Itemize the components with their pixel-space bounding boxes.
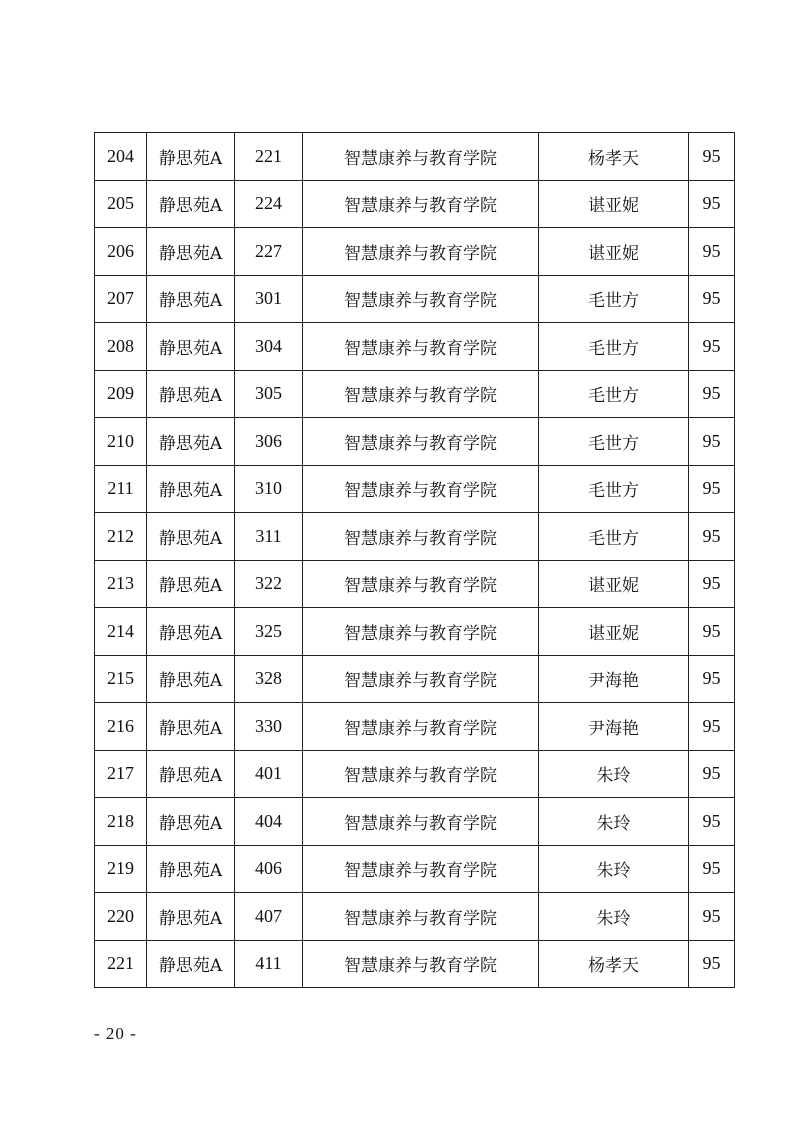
counselor-cell: 朱玲 (539, 750, 689, 798)
row-index-cell: 204 (95, 133, 147, 181)
counselor-cell: 毛世方 (539, 275, 689, 323)
room-number-cell: 401 (235, 750, 303, 798)
row-index-cell: 211 (95, 465, 147, 513)
table-row (95, 655, 735, 703)
building-cell: 静思苑A (147, 275, 235, 323)
building-cell: 静思苑A (147, 465, 235, 513)
counselor-cell: 杨孝天 (539, 940, 689, 988)
building-cell: 静思苑A (147, 418, 235, 466)
college-cell: 智慧康养与教育学院 (303, 940, 539, 988)
score-cell: 95 (689, 323, 735, 371)
counselor-cell: 杨孝天 (539, 133, 689, 181)
college-cell: 智慧康养与教育学院 (303, 275, 539, 323)
college-cell: 智慧康养与教育学院 (303, 608, 539, 656)
college-cell: 智慧康养与教育学院 (303, 370, 539, 418)
building-cell: 静思苑A (147, 228, 235, 276)
table-row (95, 513, 735, 561)
table-row (95, 133, 735, 181)
table-row (95, 798, 735, 846)
room-number-cell: 325 (235, 608, 303, 656)
room-number-cell: 328 (235, 655, 303, 703)
score-table (94, 132, 735, 988)
table-row (95, 228, 735, 276)
table-row (95, 323, 735, 371)
table-row (95, 893, 735, 941)
college-cell: 智慧康养与教育学院 (303, 798, 539, 846)
room-number-cell: 305 (235, 370, 303, 418)
counselor-cell: 谌亚妮 (539, 608, 689, 656)
counselor-cell: 谌亚妮 (539, 560, 689, 608)
room-number-cell: 306 (235, 418, 303, 466)
counselor-cell: 朱玲 (539, 798, 689, 846)
score-cell: 95 (689, 750, 735, 798)
college-cell: 智慧康养与教育学院 (303, 228, 539, 276)
college-cell: 智慧康养与教育学院 (303, 750, 539, 798)
building-cell: 静思苑A (147, 180, 235, 228)
building-cell: 静思苑A (147, 845, 235, 893)
score-cell: 95 (689, 228, 735, 276)
building-cell: 静思苑A (147, 893, 235, 941)
table-row (95, 370, 735, 418)
row-index-cell: 220 (95, 893, 147, 941)
college-cell: 智慧康养与教育学院 (303, 180, 539, 228)
score-cell: 95 (689, 275, 735, 323)
counselor-cell: 毛世方 (539, 370, 689, 418)
dormitory-score-table (94, 132, 734, 988)
building-cell: 静思苑A (147, 323, 235, 371)
page-number: - 20 - (94, 1024, 137, 1043)
score-cell: 95 (689, 418, 735, 466)
building-cell: 静思苑A (147, 370, 235, 418)
counselor-cell: 尹海艳 (539, 655, 689, 703)
college-cell: 智慧康养与教育学院 (303, 133, 539, 181)
row-index-cell: 212 (95, 513, 147, 561)
score-cell: 95 (689, 560, 735, 608)
score-cell: 95 (689, 133, 735, 181)
room-number-cell: 224 (235, 180, 303, 228)
row-index-cell: 214 (95, 608, 147, 656)
score-cell: 95 (689, 655, 735, 703)
room-number-cell: 310 (235, 465, 303, 513)
college-cell: 智慧康养与教育学院 (303, 560, 539, 608)
row-index-cell: 219 (95, 845, 147, 893)
building-cell: 静思苑A (147, 133, 235, 181)
counselor-cell: 毛世方 (539, 465, 689, 513)
table-row (95, 275, 735, 323)
table-row (95, 418, 735, 466)
score-cell: 95 (689, 608, 735, 656)
counselor-cell: 尹海艳 (539, 703, 689, 751)
building-cell: 静思苑A (147, 703, 235, 751)
building-cell: 静思苑A (147, 560, 235, 608)
room-number-cell: 304 (235, 323, 303, 371)
building-cell: 静思苑A (147, 940, 235, 988)
row-index-cell: 210 (95, 418, 147, 466)
counselor-cell: 朱玲 (539, 845, 689, 893)
building-cell: 静思苑A (147, 513, 235, 561)
building-cell: 静思苑A (147, 655, 235, 703)
row-index-cell: 216 (95, 703, 147, 751)
counselor-cell: 毛世方 (539, 513, 689, 561)
room-number-cell: 330 (235, 703, 303, 751)
row-index-cell: 217 (95, 750, 147, 798)
row-index-cell: 213 (95, 560, 147, 608)
room-number-cell: 301 (235, 275, 303, 323)
room-number-cell: 411 (235, 940, 303, 988)
table-row (95, 845, 735, 893)
score-cell: 95 (689, 940, 735, 988)
counselor-cell: 毛世方 (539, 323, 689, 371)
row-index-cell: 215 (95, 655, 147, 703)
table-row (95, 180, 735, 228)
college-cell: 智慧康养与教育学院 (303, 465, 539, 513)
row-index-cell: 209 (95, 370, 147, 418)
table-row (95, 940, 735, 988)
table-row (95, 560, 735, 608)
counselor-cell: 朱玲 (539, 893, 689, 941)
college-cell: 智慧康养与教育学院 (303, 845, 539, 893)
row-index-cell: 208 (95, 323, 147, 371)
score-cell: 95 (689, 845, 735, 893)
room-number-cell: 221 (235, 133, 303, 181)
table-row (95, 750, 735, 798)
table-row (95, 465, 735, 513)
row-index-cell: 218 (95, 798, 147, 846)
score-cell: 95 (689, 513, 735, 561)
table-row (95, 608, 735, 656)
score-cell: 95 (689, 370, 735, 418)
room-number-cell: 227 (235, 228, 303, 276)
counselor-cell: 谌亚妮 (539, 180, 689, 228)
row-index-cell: 206 (95, 228, 147, 276)
score-cell: 95 (689, 703, 735, 751)
building-cell: 静思苑A (147, 750, 235, 798)
room-number-cell: 407 (235, 893, 303, 941)
score-cell: 95 (689, 465, 735, 513)
score-cell: 95 (689, 798, 735, 846)
college-cell: 智慧康养与教育学院 (303, 513, 539, 561)
building-cell: 静思苑A (147, 608, 235, 656)
building-cell: 静思苑A (147, 798, 235, 846)
room-number-cell: 322 (235, 560, 303, 608)
college-cell: 智慧康养与教育学院 (303, 655, 539, 703)
room-number-cell: 311 (235, 513, 303, 561)
room-number-cell: 404 (235, 798, 303, 846)
counselor-cell: 谌亚妮 (539, 228, 689, 276)
room-number-cell: 406 (235, 845, 303, 893)
score-cell: 95 (689, 180, 735, 228)
college-cell: 智慧康养与教育学院 (303, 893, 539, 941)
counselor-cell: 毛世方 (539, 418, 689, 466)
college-cell: 智慧康养与教育学院 (303, 418, 539, 466)
score-cell: 95 (689, 893, 735, 941)
row-index-cell: 221 (95, 940, 147, 988)
row-index-cell: 207 (95, 275, 147, 323)
row-index-cell: 205 (95, 180, 147, 228)
college-cell: 智慧康养与教育学院 (303, 703, 539, 751)
college-cell: 智慧康养与教育学院 (303, 323, 539, 371)
table-body (95, 133, 735, 988)
table-row (95, 703, 735, 751)
